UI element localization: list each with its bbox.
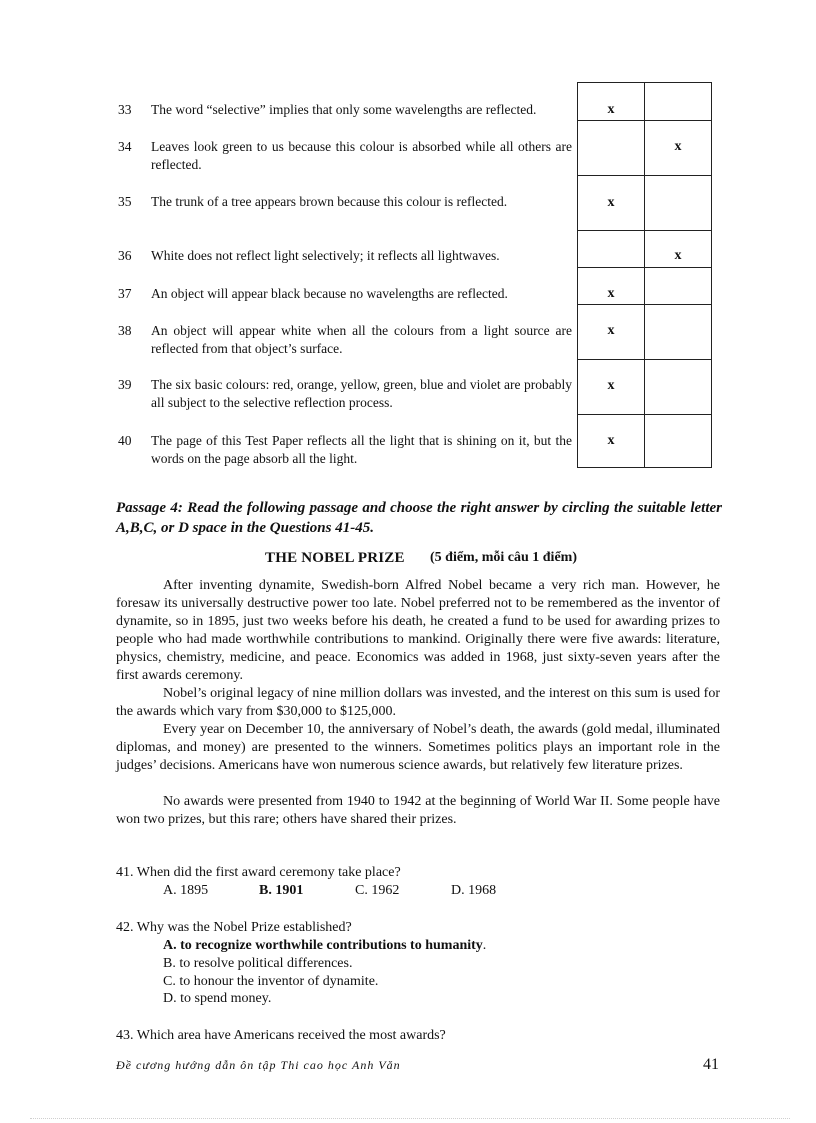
answer-cell-false — [644, 175, 712, 231]
option-b[interactable]: B. 1901 — [259, 883, 304, 898]
page-number: 41 — [703, 1056, 719, 1073]
answer-mark: x — [674, 248, 682, 263]
answer-mark: x — [607, 378, 615, 393]
option-c[interactable]: C. 1962 — [355, 883, 400, 898]
answer-cell-true — [577, 120, 645, 176]
row-statement: The trunk of a tree appears brown because this colour is reflected. — [151, 194, 508, 209]
answer-mark: x — [607, 102, 615, 117]
answer-mark: x — [607, 323, 615, 338]
row-statement: An object will appear black because no wavelengths are reflected. — [151, 286, 508, 301]
answer-cell-false — [644, 82, 712, 121]
answer-cell-false — [644, 304, 712, 360]
row-number: 38 — [118, 323, 132, 338]
option-a-punct: . — [482, 938, 487, 953]
option-c[interactable]: C. to honour the inventor of dynamite. — [163, 974, 379, 989]
answer-cell-false — [644, 414, 712, 468]
score-note: (5 điểm, mỗi câu 1 điểm) — [430, 550, 577, 565]
row-statement: The six basic colours: red, orange, yellow, green, blue and violet are probably all subject to the selective reflection process. — [151, 377, 572, 410]
option-a: A. to recognize worthwhile contributions to humanity — [163, 938, 483, 953]
question-43: 43. Which area have Americans received the most awards? — [116, 1028, 446, 1043]
footer-text: Đề cương hướng dẫn ôn tập Thi cao học Anh Văn — [116, 1058, 401, 1072]
row-statement: Leaves look green to us because this colour is absorbed while all others are reflected. — [151, 139, 572, 172]
answer-mark: x — [674, 139, 682, 154]
row-statement: The page of this Test Paper reflects all the light that is shining on it, but the words on the page absorb all the light. — [151, 433, 572, 466]
passage-paragraph: Every year on December 10, the anniversary of Nobel’s death, the awards (gold medal, illuminated diplomas, and money) are presented to the winners. Sometimes politics plays an important role in the judges’ decisions. Americans have won numerous science awards, but relatively few literature prizes. — [116, 722, 720, 773]
bottom-dotted-rule — [30, 1118, 790, 1119]
row-statement: The word “selective” implies that only some wavelengths are reflected. — [151, 102, 537, 117]
row-number: 39 — [118, 377, 132, 392]
passage-paragraph: Nobel’s original legacy of nine million dollars was invested, and the interest on this sum is used for the awards which vary from $30,000 to $125,000. — [116, 686, 720, 719]
answer-mark: x — [607, 286, 615, 301]
row-statement: An object will appear white when all the colours from a light source are reflected from that object’s surface. — [151, 323, 572, 356]
answer-cell-true — [577, 230, 645, 268]
option-b[interactable]: B. to resolve political differences. — [163, 956, 353, 971]
option-d[interactable]: D. to spend money. — [163, 991, 272, 1006]
passage-title: THE NOBEL PRIZE — [265, 550, 405, 566]
answer-mark: x — [607, 433, 615, 448]
option-a[interactable]: A. 1895 — [163, 883, 209, 898]
row-number: 37 — [118, 286, 132, 301]
option-d[interactable]: D. 1968 — [451, 883, 497, 898]
answer-cell-false — [644, 359, 712, 415]
row-statement: White does not reflect light selectively; it reflects all lightwaves. — [151, 248, 500, 263]
row-number: 36 — [118, 248, 132, 263]
row-number: 34 — [118, 139, 132, 154]
question-41: 41. When did the first award ceremony take place? — [116, 865, 401, 880]
passage-paragraph: No awards were presented from 1940 to 1942 at the beginning of World War II. Some people have won two prizes, but this rare; others have shared their prizes. — [116, 794, 720, 827]
option-a-line[interactable] — [163, 937, 486, 955]
row-number: 35 — [118, 194, 132, 209]
passage-paragraph: After inventing dynamite, Swedish-born Alfred Nobel became a very rich man. However, he foresaw its universally destructive power too late. Nobel preferred not to be remembered as the inventor of dynamite, so in 1895, just two weeks before his death, he created a fund to be used for awarding prizes to people who had made worthwhile contributions to mankind. Originally there were five awards: literature, physics, chemistry, medicine, and peace. Economics was added in 1968, just sixty-seven years after the first awards ceremony. — [116, 578, 720, 683]
answer-mark: x — [607, 195, 615, 210]
row-number: 40 — [118, 433, 132, 448]
passage-instruction: Passage 4: Read the following passage and choose the right answer by circling the suitable letter A,B,C, or D space in the Questions 41-45. — [116, 500, 722, 536]
answer-cell-false — [644, 267, 712, 305]
row-number: 33 — [118, 102, 132, 117]
question-42: 42. Why was the Nobel Prize established? — [116, 920, 352, 935]
